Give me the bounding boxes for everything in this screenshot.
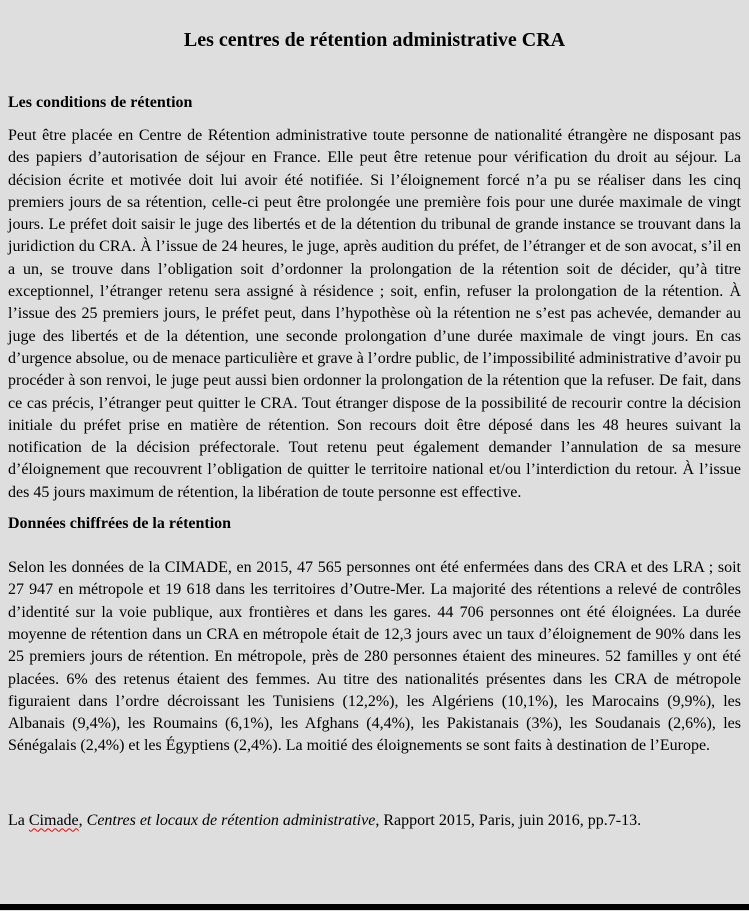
citation-prefix: La [8, 811, 29, 829]
section-heading-donnees-chiffrees: Données chiffrées de la rétention [8, 515, 232, 533]
citation-suffix: , Rapport 2015, Paris, juin 2016, pp.7-13. [375, 811, 642, 829]
bottom-border-bar [0, 904, 749, 910]
section-heading-conditions: Les conditions de rétention [8, 94, 193, 111]
cited-work-title: Centres et locaux de rétention administrative [86, 811, 376, 829]
citation-separator: , [78, 811, 87, 829]
page-title: Les centres de rétention administrative CRA [183, 29, 566, 51]
paragraph-conditions-de-retention: Peut être placée en Centre de Rétention administrative toute personne de nationalité étrangère ne disposant pas des papiers d’autorisation de séjour en France. Elle peut être retenue pour vérification du droit au séjour. La décision écrite et motivée doit lui avoir été notifiée. Si l’éloignement forcé n’a pu se réaliser dans les cinq premiers jours de sa rétention, celle-ci peut être prolongée une première fois pour une durée maximale de vingt jours. Le préfet doit saisir le juge des libertés et de la détention du tribunal de grande instance se trouvant dans la juridiction du CRA. À l’issue de 24 heures, le juge, après audition du préfet, de l’étranger et de son avocat, s’il en a un, se trouve dans l’obligation soit d’ordonner la prolongation de la rétention soit de décider, qu’à titre exceptionnel, l’étranger retenu sera assigné à résidence ; soit, enfin, refuser la prolongation de la rétention. À l’issue des 25 premiers jours, le préfet peut, dans l’hypothèse où la rétention ne s’est pas achevée, demander au juge des libertés et de la détention, une seconde prolongation d’une durée maximale de vingt jours. En cas d’urgence absolue, ou de menace particulière et grave à l’ordre public, de l’impossibilité administrative d’avoir pu procéder à son renvoi, le juge peut aussi bien ordonner la prolongation de la rétention que la refuser. De fait, dans ce cas précis, l’étranger peut quitter le CRA. Tout étranger dispose de la possibilité de recourir contre la décision initiale du préfet prise en matière de rétention. Son recours doit être déposé dans les 48 heures suivant la notification de la décision préfectorale. Tout retenu peut également demander l’annulation de sa mesure d’éloignement que recouvrent l’obligation de quitter le territoire national et/ou l’interdiction du retour. À l’issue des 45 jours maximum de rétention, la libération de toute personne est effective. [8, 127, 741, 501]
spellcheck-flagged-word: Cimade [28, 811, 79, 829]
paragraph-donnees-chiffrees: Selon les données de la CIMADE, en 2015, 47 565 personnes ont été enfermées dans des CRA et des LRA ; soit 27 947 en métropole et 19 618 dans les territoires d’Outre-Mer. La majorité des rétentions a relevé de contrôles d’identité sur la voie publique, aux frontières et dans les gares. 44 706 personnes ont été éloignées. La durée moyenne de rétention dans un CRA en métropole était de 12,3 jours avec un taux d’éloignement de 90% dans les 25 premiers jours de rétention. En métropole, près de 280 personnes étaient des mineures. 52 familles y ont été placées. 6% des retenus étaient des femmes. Au titre des nationalités présentes dans les CRA de métropole figuraient dans l’ordre décroissant les Tunisiens (12,2%), les Algériens (10,1%), les Marocains (9,9%), les Albanais (9,4%), les Roumains (6,1%), les Afghans (4,4%), les Pakistanais (3%), les Soudanais (2,6%), les Sénégalais (2,4%) et les Égyptiens (2,4%). La moitié des éloignements se sont faits à destination de l’Europe. [8, 559, 741, 755]
citation-line [8, 810, 741, 832]
